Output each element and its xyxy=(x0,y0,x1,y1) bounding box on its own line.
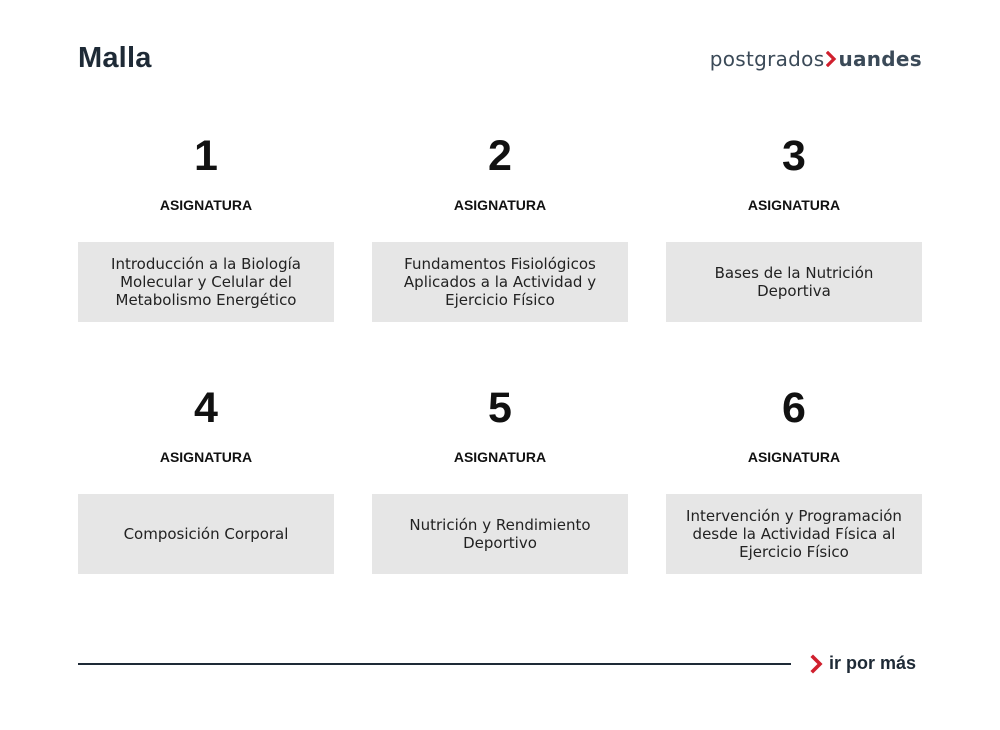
course-name-box: Bases de la Nutrición Deportiva xyxy=(666,242,922,322)
brand-name-bold: uandes xyxy=(838,47,922,71)
course-card xyxy=(666,132,922,322)
course-label: ASIGNATURA xyxy=(159,197,253,213)
footer-divider xyxy=(78,663,791,665)
course-number: 6 xyxy=(782,384,806,432)
course-card xyxy=(372,132,628,322)
more-link-label: ir por más xyxy=(829,653,917,673)
course-number: 4 xyxy=(194,384,218,432)
course-label: ASIGNATURA xyxy=(747,197,841,213)
course-number: 1 xyxy=(194,132,218,180)
course-number: 5 xyxy=(488,384,512,432)
course-row xyxy=(78,384,922,574)
course-name-box: Nutrición y Rendimiento Deportivo xyxy=(372,494,628,574)
course-label: ASIGNATURA xyxy=(453,197,547,213)
course-name-box: Introducción a la Biología Molecular y Celular del Metabolismo Energético xyxy=(78,242,334,322)
course-label: ASIGNATURA xyxy=(159,449,253,465)
course-card xyxy=(78,132,334,322)
course-grid xyxy=(78,132,922,636)
brand-logo xyxy=(710,47,922,71)
course-number: 2 xyxy=(488,132,512,180)
course-name-box: Composición Corporal xyxy=(78,494,334,574)
course-row xyxy=(78,132,922,322)
course-name-box: Fundamentos Fisiológicos Aplicados a la Actividad y Ejercicio Físico xyxy=(372,242,628,322)
course-card xyxy=(666,384,922,574)
brand-name-light: postgrados xyxy=(709,47,825,71)
chevron-right-icon xyxy=(810,654,823,674)
course-label: ASIGNATURA xyxy=(747,449,841,465)
course-label: ASIGNATURA xyxy=(453,449,547,465)
course-card xyxy=(372,384,628,574)
course-number: 3 xyxy=(782,132,806,180)
more-link[interactable] xyxy=(810,653,916,674)
chevron-right-icon xyxy=(826,51,837,67)
course-name-box: Intervención y Programación desde la Actividad Física al Ejercicio Físico xyxy=(666,494,922,574)
page-title: Malla xyxy=(78,42,152,74)
course-card xyxy=(78,384,334,574)
